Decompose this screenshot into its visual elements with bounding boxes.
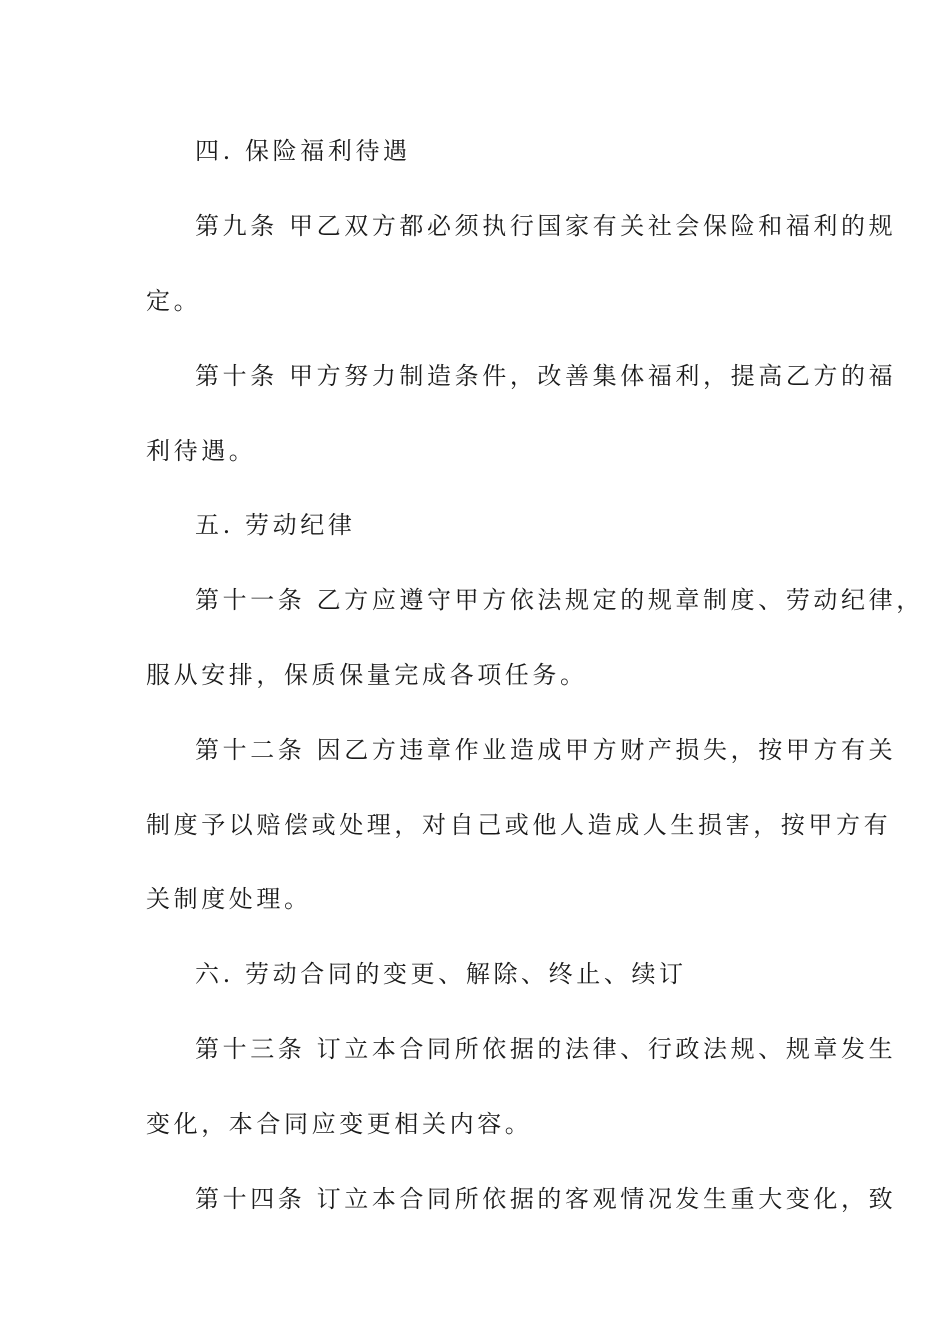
- article-10-line-2: 利待遇。: [146, 437, 257, 465]
- article-9-line-1: 第九条 甲乙双方都必须执行国家有关社会保险和福利的规: [195, 212, 897, 240]
- article-14-line-1: 第十四条 订立本合同所依据的客观情况发生重大变化，致: [195, 1185, 897, 1213]
- article-13-line-2: 变化，本合同应变更相关内容。: [146, 1110, 533, 1138]
- section-heading-insurance-welfare: 四. 保险福利待遇: [195, 137, 411, 165]
- article-12-line-3: 关制度处理。: [146, 885, 312, 913]
- article-12-line-2: 制度予以赔偿或处理，对自己或他人造成人生损害，按甲方有: [146, 811, 892, 839]
- article-11-line-2: 服从安排，保质保量完成各项任务。: [146, 661, 588, 689]
- article-10-line-1: 第十条 甲方努力制造条件，改善集体福利，提高乙方的福: [195, 362, 897, 390]
- section-heading-contract-changes: 六. 劳动合同的变更、解除、终止、续订: [195, 960, 687, 988]
- article-11-line-1: 第十一条 乙方应遵守甲方依法规定的规章制度、劳动纪律，: [195, 586, 924, 614]
- article-12-line-1: 第十二条 因乙方违章作业造成甲方财产损失，按甲方有关: [195, 736, 897, 764]
- article-13-line-1: 第十三条 订立本合同所依据的法律、行政法规、规章发生: [195, 1035, 897, 1063]
- article-9-line-2: 定。: [146, 287, 202, 315]
- section-heading-labor-discipline: 五. 劳动纪律: [195, 511, 356, 539]
